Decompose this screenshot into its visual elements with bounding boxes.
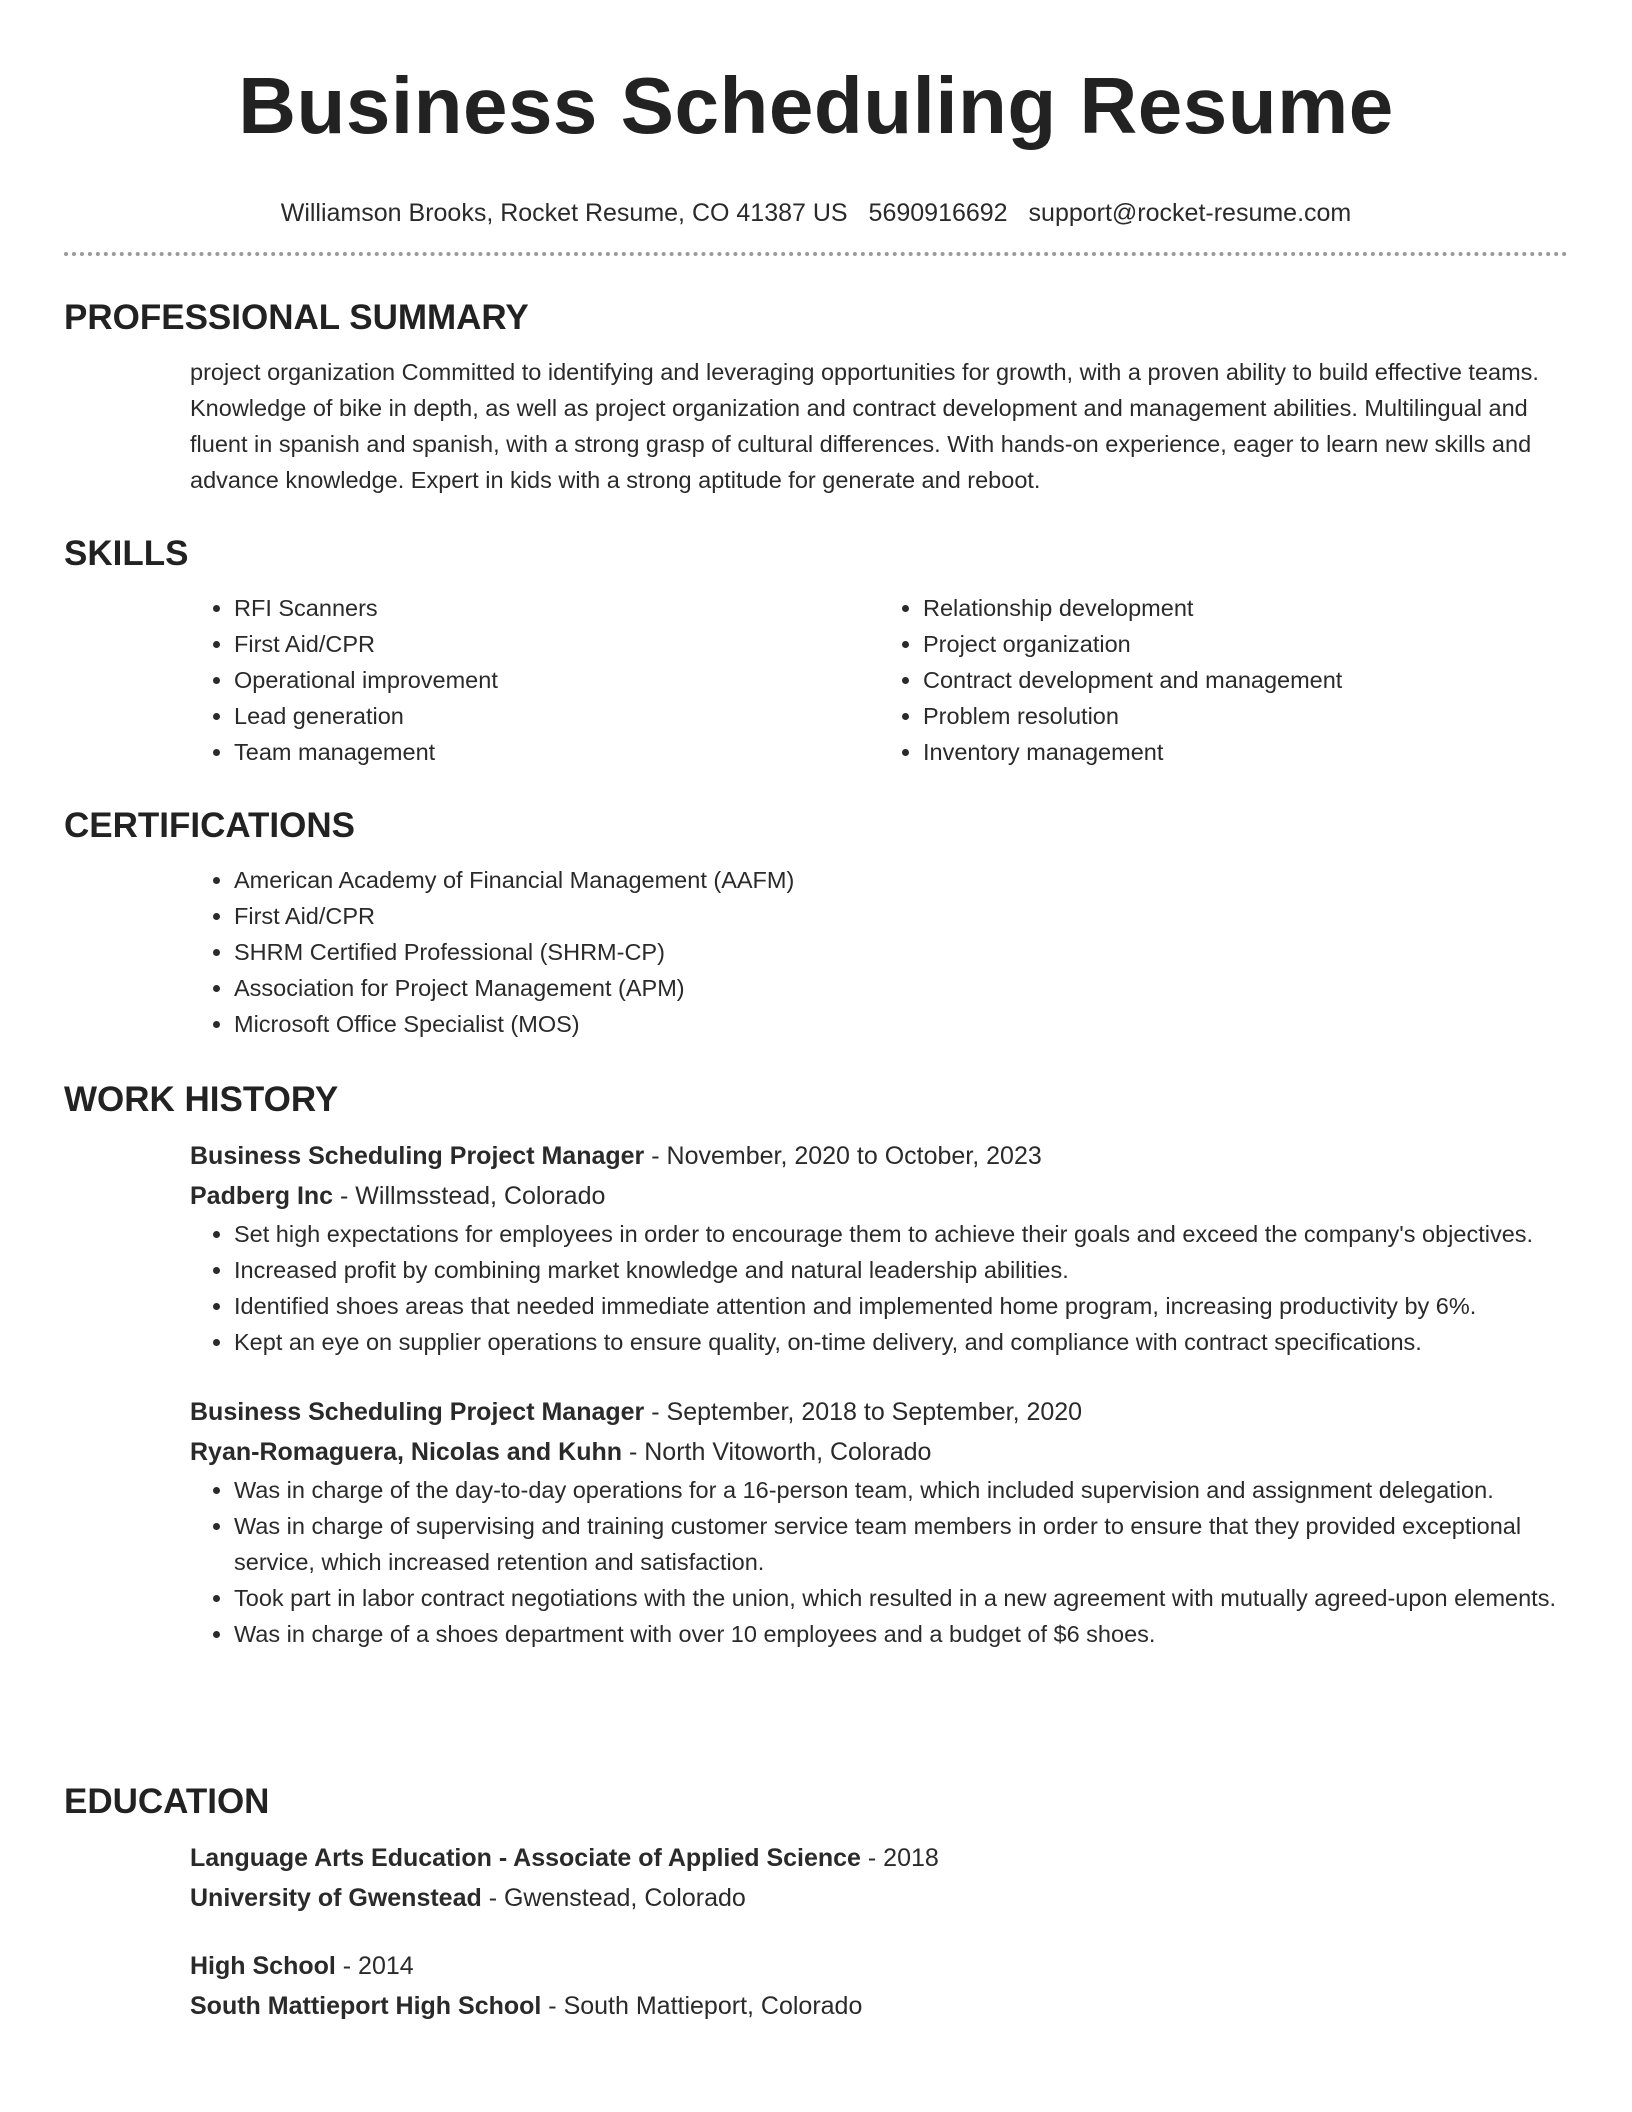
work-history-heading: WORK HISTORY <box>64 1080 339 1119</box>
contact-email: support@rocket-resume.com <box>1028 199 1352 227</box>
list-item: • Microsoft Office Specialist (MOS) <box>234 1006 1568 1042</box>
list-item: • Was in charge of a shoes department with over 10 employees and a budget of $6 shoes. <box>234 1616 1568 1652</box>
degree: High School <box>190 1952 336 1980</box>
list-item: • Set high expectations for employees in order to encourage them to achieve their goals and exceed the company's objectives. <box>234 1216 1568 1252</box>
list-item: • First Aid/CPR <box>234 626 879 662</box>
summary-section <box>64 298 1568 498</box>
list-item: • Inventory management <box>923 734 1568 770</box>
degree-line <box>190 1838 1568 1878</box>
contact-phone: 5690916692 <box>868 199 1008 227</box>
school: University of Gwenstead <box>190 1884 482 1912</box>
header-divider <box>64 252 1568 256</box>
list-item: • Lead generation <box>234 698 879 734</box>
list-item: • Team management <box>234 734 879 770</box>
school: South Mattieport High School <box>190 1992 542 2020</box>
job-company-line <box>190 1176 1568 1216</box>
list-item: • Association for Project Management (APM) <box>234 970 1568 1006</box>
list-item: • Project organization <box>923 626 1568 662</box>
job-title: Business Scheduling Project Manager <box>190 1142 645 1170</box>
degree: Language Arts Education - Associate of Applied Science <box>190 1844 861 1872</box>
education-entry <box>190 1838 1568 1918</box>
job-dates: - November, 2020 to October, 2023 <box>644 1142 1042 1170</box>
job-title-line <box>190 1136 1568 1176</box>
resume-title: Business Scheduling Resume <box>238 61 1394 150</box>
certifications-heading: CERTIFICATIONS <box>64 806 356 845</box>
degree-year: - 2014 <box>335 1952 414 1980</box>
list-item: • RFI Scanners <box>234 590 879 626</box>
summary-heading: PROFESSIONAL SUMMARY <box>64 298 529 337</box>
degree-line <box>190 1946 1568 1986</box>
list-item: • Relationship development <box>923 590 1568 626</box>
work-history-section <box>64 1080 1568 1652</box>
contact-line <box>64 198 1568 228</box>
school-location: - South Mattieport, Colorado <box>541 1992 863 2020</box>
job-bullets <box>190 1216 1568 1360</box>
contact-address: Williamson Brooks, Rocket Resume, CO 41387 US <box>280 199 848 227</box>
school-line <box>190 1986 1568 2026</box>
job-company-line <box>190 1432 1568 1472</box>
skills-list-left <box>190 590 879 770</box>
education-section <box>64 1782 1568 2026</box>
job-location: - North Vitoworth, Colorado <box>622 1438 932 1466</box>
school-location: - Gwenstead, Colorado <box>481 1884 746 1912</box>
summary-text: project organization Committed to identifying and leveraging opportunities for growth, with a proven ability to build effective teams. Knowledge of bike in depth, as well as project organization and contract development and management abilities. Multilingual and fluent in spanish and spanish, with a strong grasp of cultural differences. With hands-on experience, eager to learn new skills and advance knowledge. Expert in kids with a strong aptitude for generate and reboot. <box>190 359 1539 493</box>
education-heading: EDUCATION <box>64 1782 270 1821</box>
skills-list-right <box>879 590 1568 770</box>
job-entry <box>190 1392 1568 1652</box>
job-title-line <box>190 1392 1568 1432</box>
list-item: • American Academy of Financial Management (AAFM) <box>234 862 1568 898</box>
list-item: • Contract development and management <box>923 662 1568 698</box>
job-bullets <box>190 1472 1568 1652</box>
school-line <box>190 1878 1568 1918</box>
list-item: • Identified shoes areas that needed immediate attention and implemented home program, increasing productivity by 6%. <box>234 1288 1568 1324</box>
list-item: • Operational improvement <box>234 662 879 698</box>
job-title: Business Scheduling Project Manager <box>190 1398 645 1426</box>
job-dates: - September, 2018 to September, 2020 <box>644 1398 1083 1426</box>
education-entry <box>190 1946 1568 2026</box>
skills-heading: SKILLS <box>64 534 189 573</box>
certifications-section <box>64 806 1568 1042</box>
list-item: • First Aid/CPR <box>234 898 1568 934</box>
skills-section <box>64 534 1568 770</box>
list-item: • SHRM Certified Professional (SHRM-CP) <box>234 934 1568 970</box>
job-company: Ryan-Romaguera, Nicolas and Kuhn <box>190 1438 623 1466</box>
job-entry <box>190 1136 1568 1360</box>
degree-year: - 2018 <box>860 1844 939 1872</box>
list-item: • Was in charge of the day-to-day operations for a 16-person team, which included supervision and assignment delegation. <box>234 1472 1568 1508</box>
list-item: • Kept an eye on supplier operations to ensure quality, on-time delivery, and compliance with contract specifications. <box>234 1324 1568 1360</box>
resume-page <box>64 0 1568 2020</box>
list-item: • Problem resolution <box>923 698 1568 734</box>
certifications-list <box>190 862 1568 1042</box>
list-item: • Took part in labor contract negotiations with the union, which resulted in a new agreement with mutually agreed-upon elements. <box>234 1580 1568 1616</box>
list-item: • Increased profit by combining market knowledge and natural leadership abilities. <box>234 1252 1568 1288</box>
job-location: - Willmsstead, Colorado <box>333 1182 606 1210</box>
job-company: Padberg Inc <box>190 1182 334 1210</box>
list-item: • Was in charge of supervising and training customer service team members in order to ensure that they provided exceptional service, which increased retention and satisfaction. <box>234 1508 1568 1580</box>
